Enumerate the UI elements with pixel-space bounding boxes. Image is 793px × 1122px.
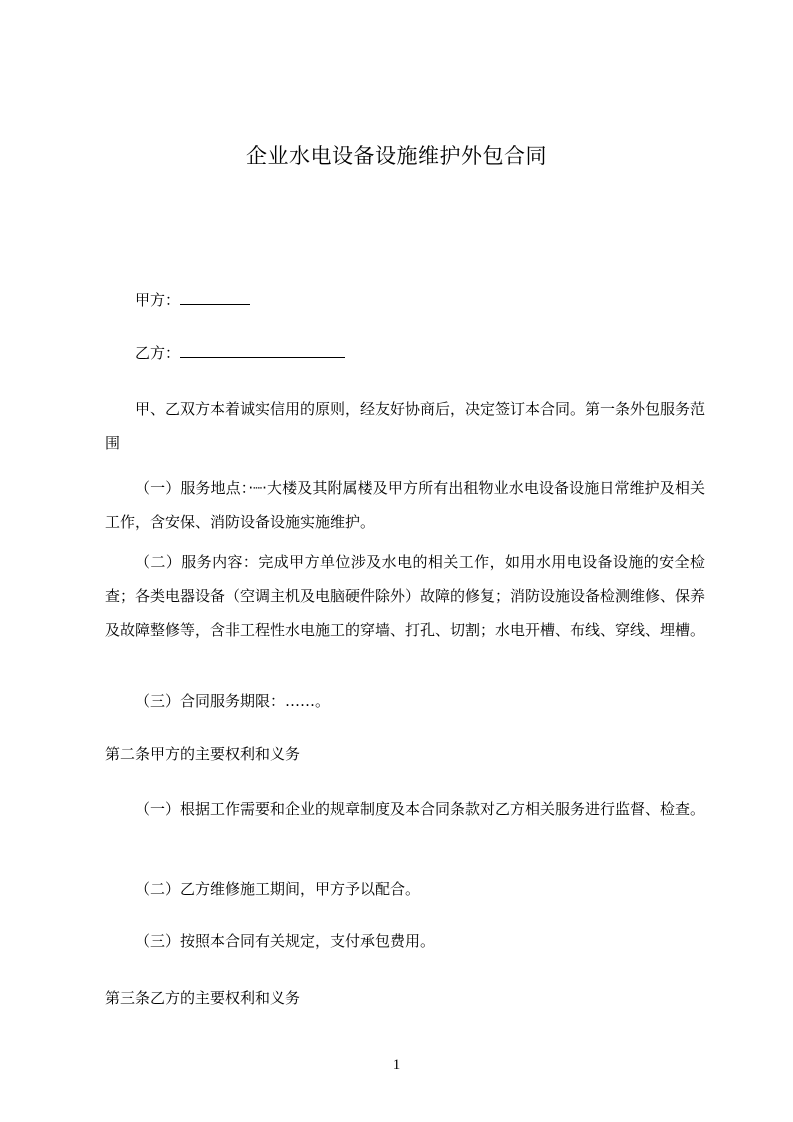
document-title: 企业水电设备设施维护外包合同 <box>246 144 547 168</box>
article-3-heading: 第三条乙方的主要权利和义务 <box>105 989 301 1007</box>
article-2-heading: 第二条甲方的主要权利和义务 <box>105 745 301 763</box>
party-a-label: 甲方： <box>135 291 181 309</box>
party-b-label: 乙方： <box>135 344 181 362</box>
intro-paragraph: 甲、乙双方本着诚实信用的原则，经友好协商后，决定签订本合同。第一条外包服务范围 <box>105 400 706 452</box>
page-number: 1 <box>392 1057 401 1073</box>
article-2-item-2: （二）乙方维修施工期间，甲方予以配合。 <box>135 880 421 898</box>
article-2-item-3: （三）按照本合同有关规定，支付承包费用。 <box>135 932 436 950</box>
scope-item-2: （二）服务内容：完成甲方单位涉及水电的相关工作，如用水用电设备设施的安全检查；各类电器设备（空调主机及电脑硬件除外）故障的修复；消防设施设备检测维修、保养及故障整修等，含非工程性水电施工的穿墙、打孔、切割；水电开槽、布线、穿线、埋槽。 <box>105 553 706 639</box>
scope-item-1: （一）服务地点：·┈·大楼及其附属楼及甲方所有出租物业水电设备设施日常维护及相关工作，含安保、消防设备设施实施维护。 <box>105 479 705 531</box>
party-b-blank <box>180 341 345 358</box>
article-2-item-1: （一）根据工作需要和企业的规章制度及本合同条款对乙方相关服务进行监督、检查。 <box>135 800 706 818</box>
party-a-line <box>105 288 705 313</box>
party-a-blank <box>180 288 250 305</box>
scope-item-3: （三）合同服务期限：……。 <box>135 692 331 710</box>
party-b-line <box>105 341 705 366</box>
